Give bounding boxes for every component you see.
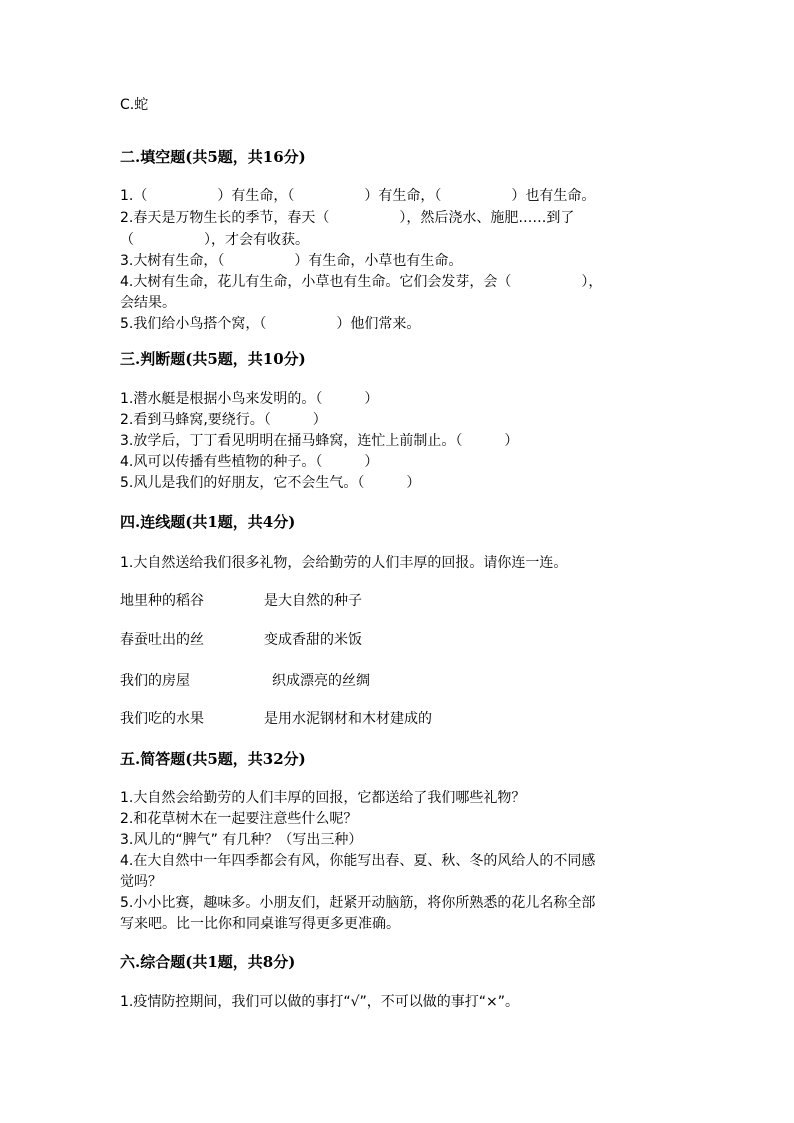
question-line: 会结果。 [120, 295, 176, 311]
match-right-item: 织成漂亮的丝绸 [272, 673, 370, 689]
question-line: 2.和花草树木在一起要注意些什么呢？ [120, 811, 358, 827]
question-line: 5.我们给小鸟搭个窝，（ ）他们常来。 [120, 316, 421, 332]
section-heading-comprehensive: 六.综合题(共1题，共8分) [120, 953, 296, 971]
question-line: 1.大自然送给我们很多礼物，会给勤劳的人们丰厚的回报。请你连一连。 [120, 555, 568, 571]
question-line: 5.小小比赛，趣味多。小朋友们，赶紧开动脑筋，将你所熟悉的花儿名称全部 [120, 895, 596, 911]
question-line: 1.疫情防控期间，我们可以做的事打“√”，不可以做的事打“×”。 [120, 994, 520, 1010]
question-line: 3.大树有生命，（ ）有生命，小草也有生命。 [120, 253, 463, 269]
question-line: 3.放学后，丁丁看见明明在捅马蜂窝，连忙上前制止。（ ） [120, 433, 519, 449]
match-left-item: 地里种的稻谷 [120, 593, 204, 609]
match-right-item: 是大自然的种子 [264, 593, 362, 609]
section-heading-short-answer: 五.简答题(共5题，共32分) [120, 750, 306, 768]
question-line: 4.在大自然中一年四季都会有风，你能写出春、夏、秋、冬的风给人的不同感 [120, 853, 596, 869]
question-line: 1.潜水艇是根据小鸟来发明的。（ ） [120, 391, 379, 407]
question-line: 2.看到马蜂窝,要绕行。（ ） [120, 412, 327, 428]
question-line: 4.风可以传播有些植物的种子。（ ） [120, 454, 379, 470]
question-line: 1.（ ）有生命，（ ）有生命，（ ）也有生命。 [120, 188, 596, 204]
question-line: 写来吧。比一比你和同桌谁写得更多更准确。 [120, 916, 400, 932]
match-right-item: 是用水泥钢材和木材建成的 [264, 711, 432, 727]
choice-option-c: C.蛇 [120, 97, 149, 113]
match-left-item: 我们的房屋 [120, 673, 190, 689]
section-heading-fill-in: 二.填空题(共5题，共16分) [120, 148, 306, 166]
question-line: 1.大自然会给勤劳的人们丰厚的回报，它都送给了我们哪些礼物？ [120, 790, 526, 806]
match-right-item: 变成香甜的米饭 [264, 632, 362, 648]
section-heading-true-false: 三.判断题(共5题，共10分) [120, 350, 306, 368]
match-left-item: 春蚕吐出的丝 [120, 632, 204, 648]
match-left-item: 我们吃的水果 [120, 711, 204, 727]
question-line: 4.大树有生命，花儿有生命，小草也有生命。它们会发芽，会（ ）， [120, 274, 603, 290]
question-line: 2.春天是万物生长的季节，春天（ ），然后浇水、施肥……到了 [120, 210, 575, 226]
question-line: 5.风儿是我们的好朋友，它不会生气。（ ） [120, 475, 421, 491]
question-line: 觉吗？ [120, 874, 162, 890]
question-line: （ ），才会有收获。 [120, 232, 309, 248]
section-heading-matching: 四.连线题(共1题，共4分) [120, 513, 296, 531]
question-line: 3.风儿的“脾气” 有几种？（写出三种） [120, 832, 363, 848]
